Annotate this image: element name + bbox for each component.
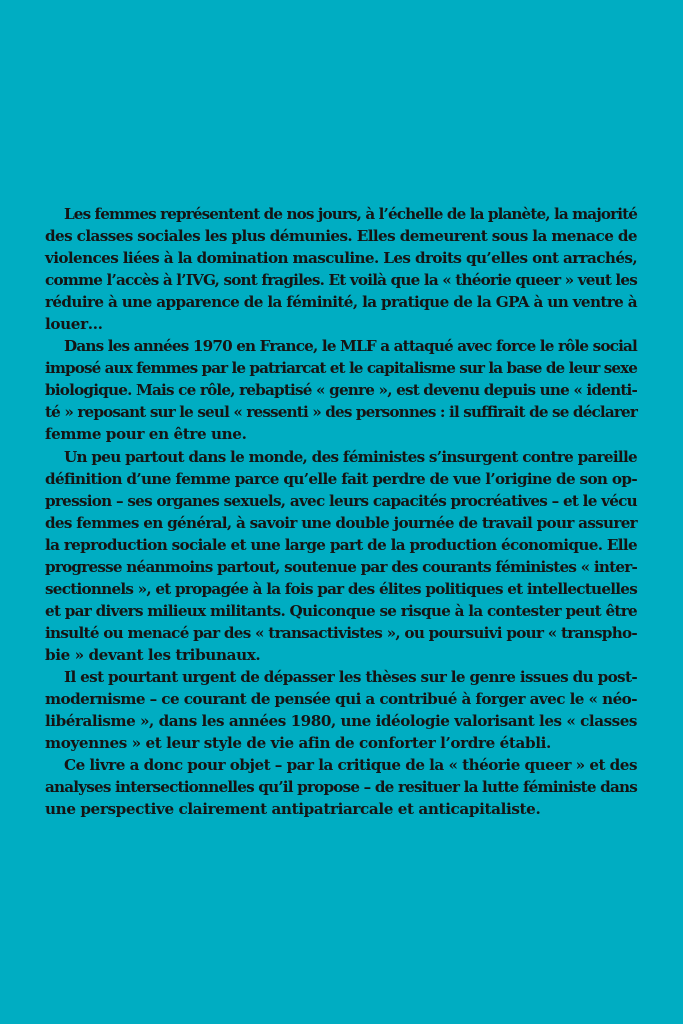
text-line: moyennes » et leur style de vie afin de conforter l’ordre établi.	[45, 734, 551, 753]
text-line: bie » devant les tribunaux.	[45, 645, 261, 664]
text-line: pression – ses organes sexuels, avec leurs capacités procréatives – et le vécu	[45, 491, 637, 510]
text-line: imposé aux femmes par le patriarcat et le capitalisme sur la base de leur sexe	[45, 359, 637, 378]
paragraph-3	[45, 446, 637, 666]
text-line: la reproduction sociale et une large part de la production économique. Elle	[45, 535, 637, 554]
text-line: analyses intersectionnelles qu’il propose – de resituer la lutte féministe dans	[45, 778, 637, 797]
text-line: Un peu partout dans le monde, des féministes s’insurgent contre pareille	[64, 447, 637, 466]
text-line: louer…	[45, 315, 103, 334]
text-line: libéralisme », dans les années 1980, une idéologie valorisant les « classes	[45, 712, 637, 731]
text-line: insulté ou menacé par des « transactivistes », ou poursuivi pour « transpho-	[45, 623, 637, 642]
text-line: réduire à une apparence de la féminité, la pratique de la GPA à un ventre à	[45, 293, 637, 312]
text-line: violences liées à la domination masculine. Les droits qu’elles ont arrachés,	[45, 249, 637, 268]
text-line: modernisme – ce courant de pensée qui a contribué à forger avec le « néo-	[45, 690, 637, 709]
text-line: comme l’accès à l’IVG, sont fragiles. Et voilà que la « théorie queer » veut les	[45, 271, 637, 290]
text-line: des femmes en général, à savoir une double journée de travail pour assurer	[45, 513, 637, 532]
paragraph-2	[45, 335, 637, 445]
paragraph-4	[45, 666, 637, 754]
text-line: biologique. Mais ce rôle, rebaptisé « genre », est devenu depuis une « identi-	[45, 381, 637, 400]
text-line: des classes sociales les plus démunies. Elles demeurent sous la menace de	[45, 227, 637, 246]
text-line: une perspective clairement antipatriarcale et anticapitaliste.	[45, 800, 541, 819]
text-line: Il est pourtant urgent de dépasser les thèses sur le genre issues du post-	[64, 667, 637, 686]
text-line: Ce livre a donc pour objet – par la critique de la « théorie queer » et des	[64, 756, 637, 775]
text-line: et par divers milieux militants. Quiconque se risque à la contester peut être	[45, 601, 637, 620]
text-line: té » reposant sur le seul « ressenti » des personnes : il suffirait de se déclarer	[45, 403, 637, 422]
text-line: sectionnels », et propagée à la fois par des élites politiques et intellectuelles	[45, 579, 637, 598]
text-line: femme pour en être une.	[45, 425, 247, 444]
text-line: Les femmes représentent de nos jours, à l’échelle de la planète, la majorité	[64, 205, 637, 223]
text-line: progresse néanmoins partout, soutenue par des courants féministes « inter-	[45, 557, 637, 576]
paragraph-1	[45, 203, 637, 335]
paragraph-5	[45, 754, 637, 820]
text-line: Dans les années 1970 en France, le MLF a attaqué avec force le rôle social	[64, 337, 637, 356]
blurb-text	[45, 203, 637, 820]
text-line: définition d’une femme parce qu’elle fait perdre de vue l’origine de son op-	[45, 469, 637, 488]
